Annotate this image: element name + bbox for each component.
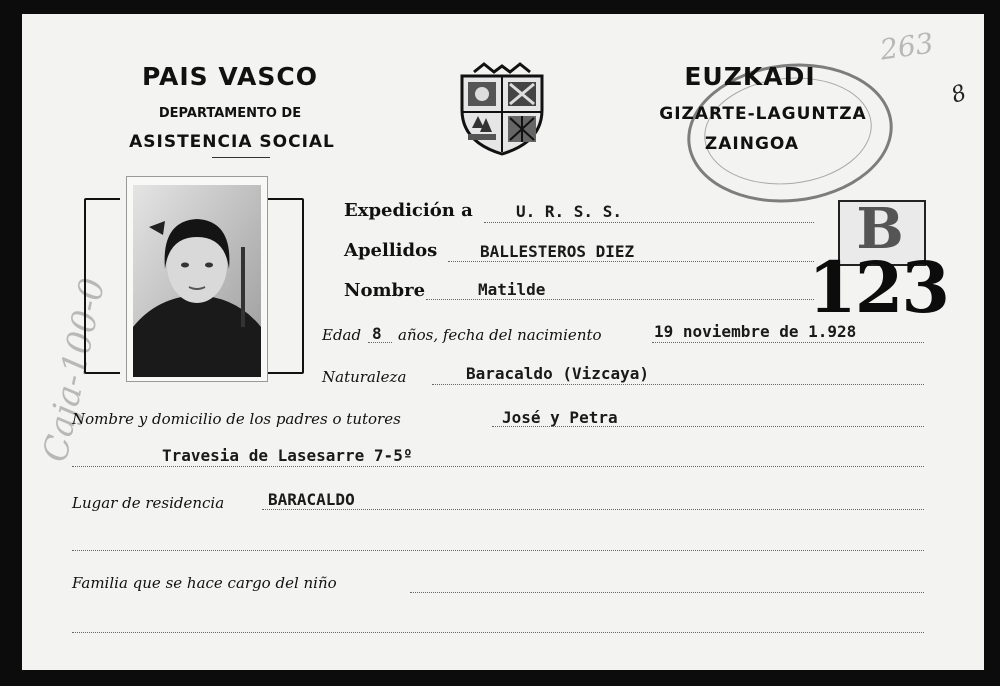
- blank-line-2: [72, 632, 924, 633]
- edad-label: Edad: [322, 326, 362, 344]
- residencia-label: Lugar de residencia: [72, 494, 225, 512]
- edad-unit-label: años, fecha del nacimiento: [398, 326, 602, 344]
- header-left-subtitle: DEPARTAMENTO DE: [158, 106, 302, 121]
- expedicion-label: Expedición a: [344, 200, 473, 221]
- blank-line-1: [72, 550, 924, 551]
- padres-address-value: Travesia de Lasesarre 7-5º: [162, 446, 413, 465]
- birth-date-value: 19 noviembre de 1.928: [654, 322, 857, 341]
- padres-label: Nombre y domicilio de los padres o tutores: [72, 410, 401, 428]
- naturaleza-line: [432, 384, 924, 385]
- nombre-line: [426, 299, 814, 300]
- familia-label: Familia que se hace cargo del niño: [72, 574, 337, 592]
- header-right-subtitle: GIZARTE-LAGUNTZA: [659, 104, 867, 124]
- edad-line: [368, 342, 392, 343]
- side-pencil-note: Caja-100-0: [35, 274, 114, 466]
- naturaleza-value: Baracaldo (Vizcaya): [466, 364, 650, 383]
- header-right-title: EUZKADI: [684, 62, 816, 91]
- header-right-department: ZAINGOA: [704, 134, 800, 154]
- apellidos-value: BALLESTEROS DIEZ: [480, 242, 635, 261]
- pencil-number: 263: [877, 26, 936, 67]
- coat-of-arms-icon: [454, 62, 550, 158]
- expedicion-line: [484, 222, 814, 223]
- padres-address-line: [72, 466, 924, 467]
- expedicion-value: U. R. S. S.: [516, 202, 622, 221]
- pencil-mark: 8: [948, 80, 970, 109]
- padres-line: [492, 426, 924, 427]
- header-left-department: ASISTENCIA SOCIAL: [129, 132, 335, 152]
- apellidos-label: Apellidos: [344, 240, 438, 261]
- residencia-line: [262, 509, 924, 510]
- header-left-title: PAIS VASCO: [142, 62, 318, 91]
- familia-line: [410, 592, 924, 593]
- naturaleza-label: Naturaleza: [322, 368, 407, 386]
- edad-value: 8: [372, 324, 382, 343]
- card-number: 123: [808, 246, 949, 329]
- card-letter: B: [856, 196, 904, 262]
- header-left-underline: [212, 157, 270, 158]
- nombre-label: Nombre: [344, 280, 426, 301]
- residencia-value: BARACALDO: [268, 490, 355, 509]
- apellidos-line: [448, 261, 814, 262]
- record-card: [22, 14, 984, 670]
- photo-portrait-icon: [127, 177, 267, 381]
- padres-value: José y Petra: [502, 408, 618, 427]
- nombre-value: Matilde: [478, 280, 546, 299]
- birth-date-line: [652, 342, 924, 343]
- child-photo: [126, 176, 268, 382]
